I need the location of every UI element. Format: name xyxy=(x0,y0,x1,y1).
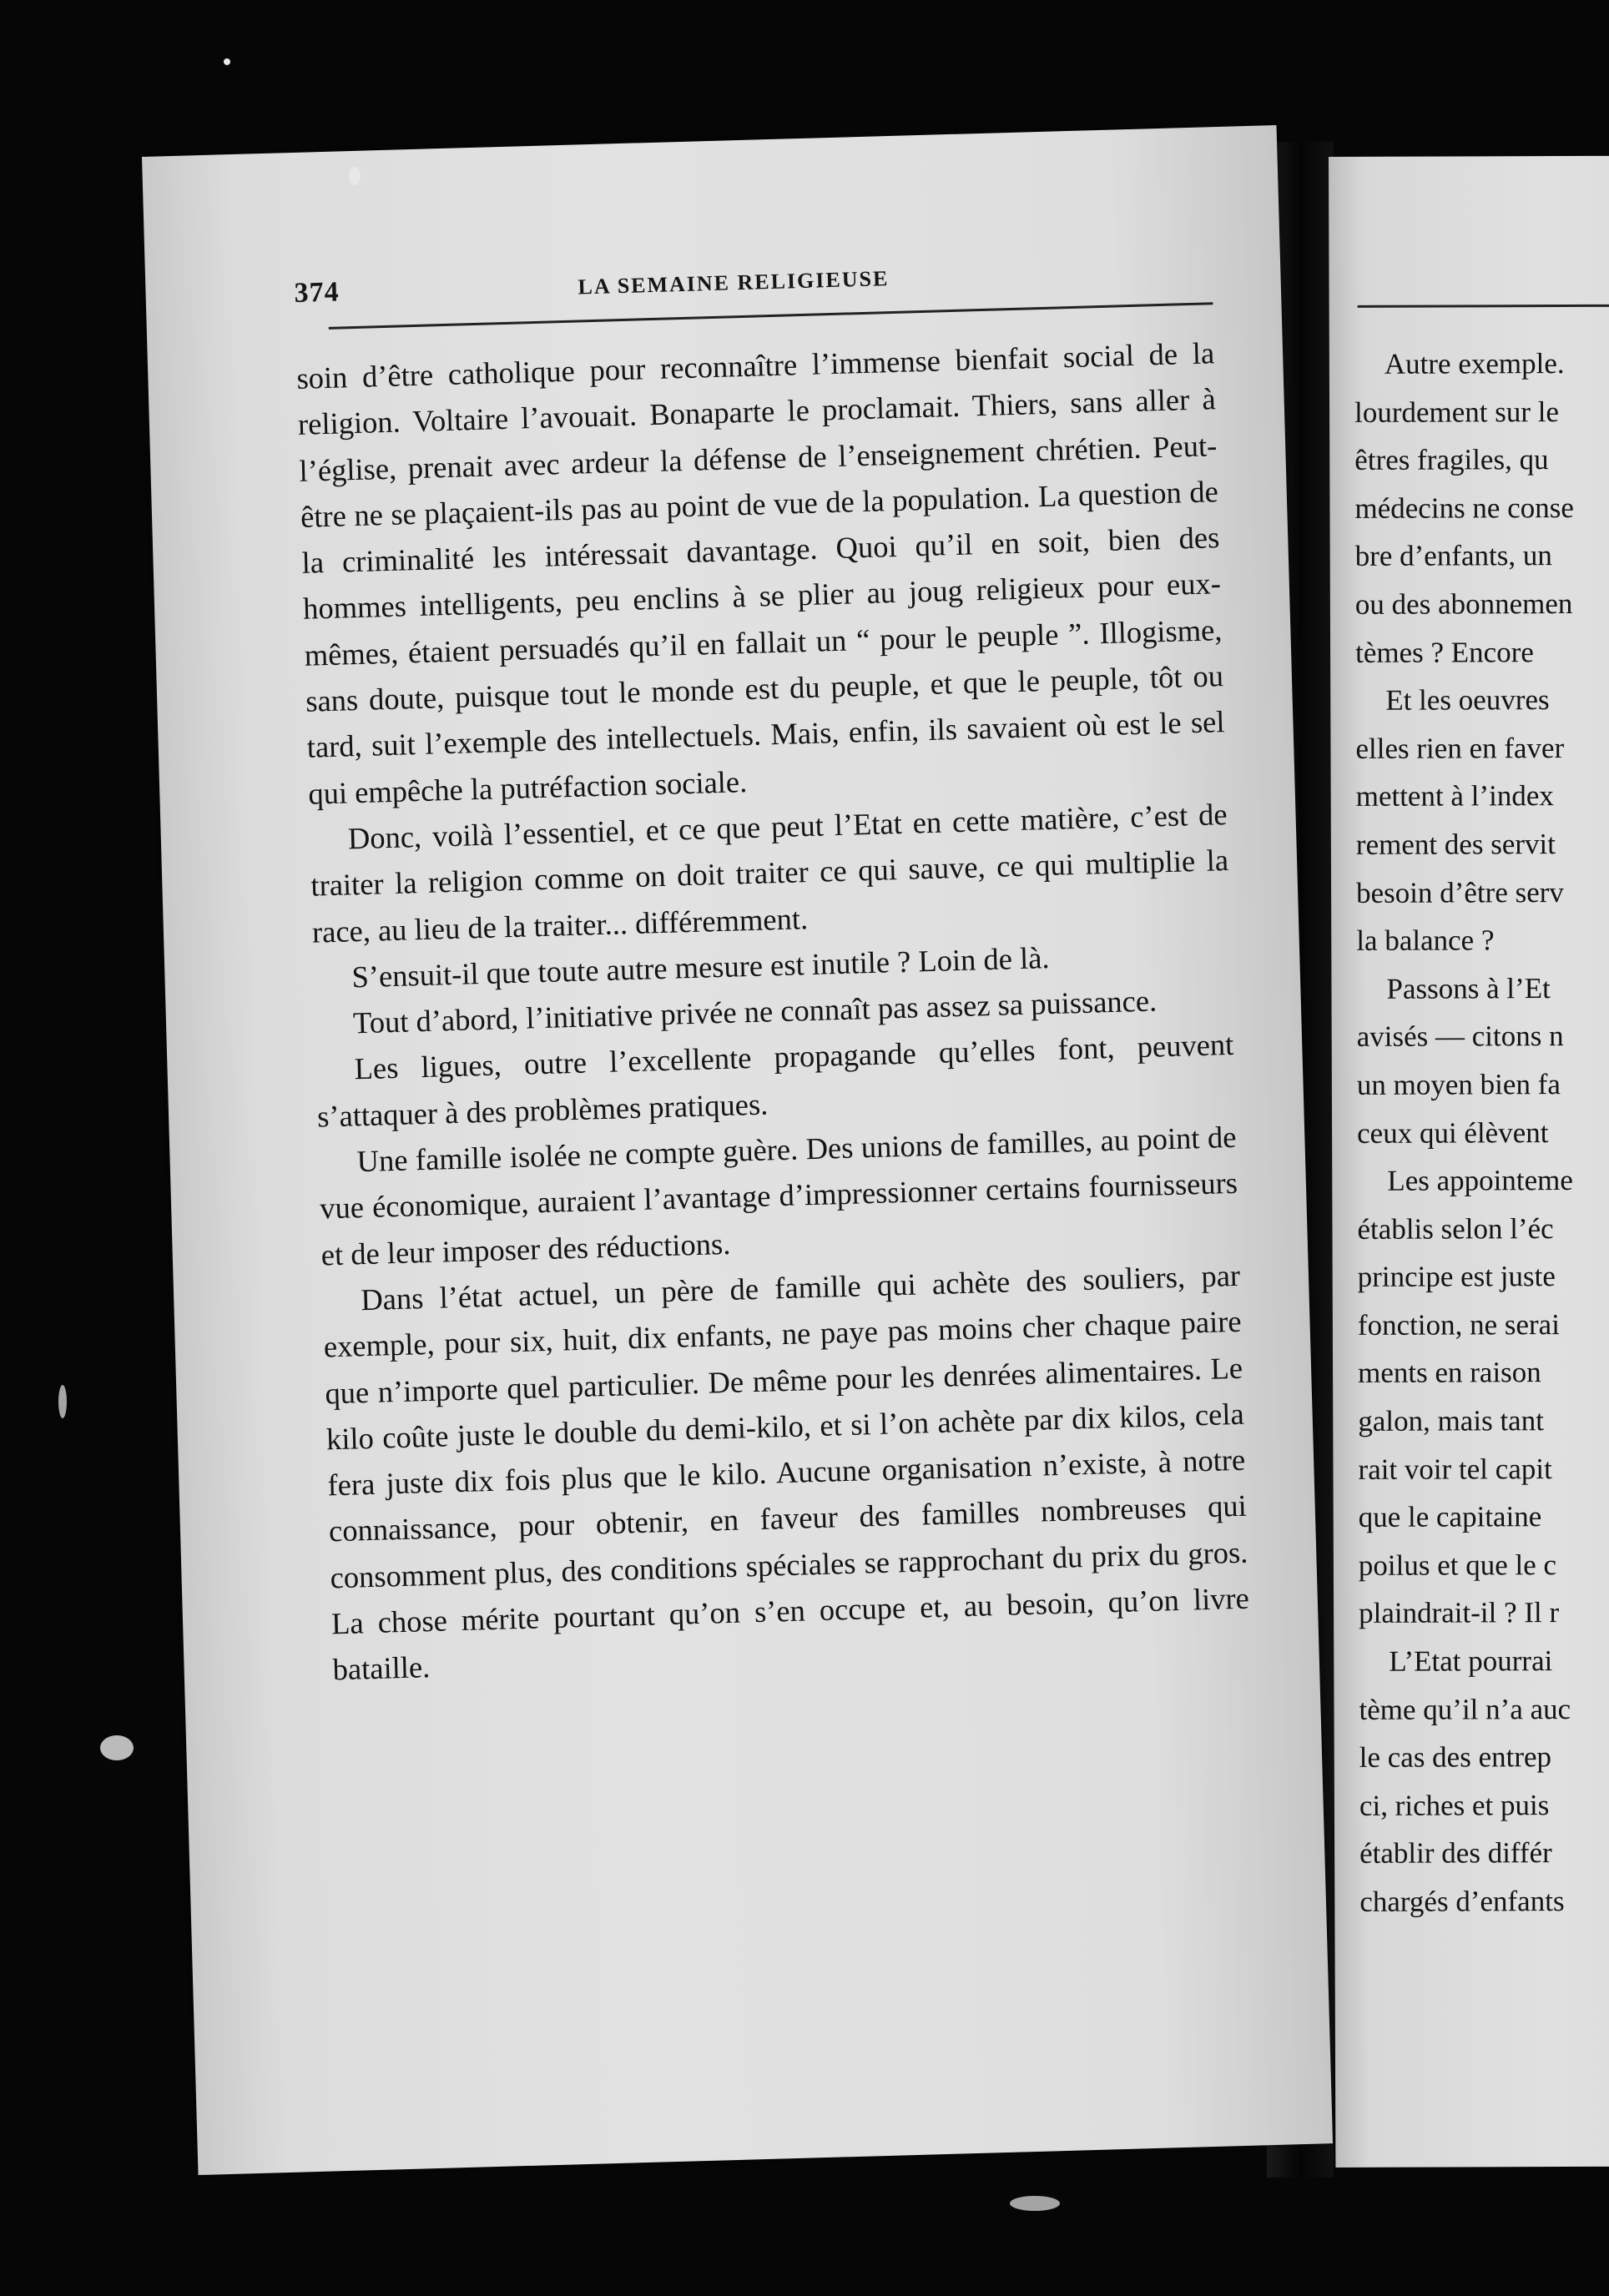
paragraph: S’ensuit-il que toute autre mesure est inutile ? Loin de là. xyxy=(351,939,1051,994)
dust-speck xyxy=(100,1735,134,1760)
dust-speck xyxy=(58,1385,67,1418)
dust-speck xyxy=(224,58,230,65)
text-line: avisés — citons n xyxy=(1356,1020,1564,1054)
text-line: elles rien en faver xyxy=(1355,731,1565,765)
text-line: que le capitaine xyxy=(1358,1500,1542,1534)
text-line: fonction, ne serai xyxy=(1357,1307,1560,1342)
text-line: besoin d’être serv xyxy=(1356,875,1564,909)
text-line: ments en raison xyxy=(1358,1356,1541,1390)
dust-speck xyxy=(349,167,361,185)
text-line: établir des différ xyxy=(1359,1836,1552,1871)
right-page-text xyxy=(1354,339,1609,1926)
left-page-content xyxy=(294,252,1251,1692)
header-rule xyxy=(1358,304,1609,307)
text-line: chargés d’enfants xyxy=(1359,1885,1565,1918)
text-line: Autre exemple. xyxy=(1384,347,1565,380)
text-line: lourdement sur le xyxy=(1354,395,1560,429)
text-line: le cas des entrep xyxy=(1359,1740,1552,1775)
text-line: principe est juste xyxy=(1357,1260,1556,1294)
text-line: rait voir tel capit xyxy=(1358,1452,1552,1486)
text-line: L’Etat pourrai xyxy=(1389,1644,1553,1678)
text-line: tème qu’il n’a auc xyxy=(1359,1692,1571,1726)
paragraph: Dans l’état actuel, un père de famille qui achète des souliers, par exemple, pour six, huit, dix enfants, ne paye pas moins cher chaque paire que n’importe quel particulier. De même pour les denrées alimentaires. Le kilo coûte juste le double du demi-kilo, et si l’on achète par dix kilos, cela fera juste dix fois plus que le kilo. Aucune organisation n’existe, à notre connaissance, pour obtenir, en faveur des familles nombreuses qui consomment plus, des conditions spéciales se rapprochant du prix du gros. La chose mérite pourtant qu’on s’en occupe et, au besoin, qu’on livre bataille. xyxy=(323,1257,1250,1687)
running-head xyxy=(294,252,1213,330)
paragraph: Une famille isolée ne compte guère. Des unions de familles, au point de vue économique, auraient l’avantage d’impressionner certains fournisseurs et de leur imposer des réductions. xyxy=(319,1119,1238,1272)
page-number: 374 xyxy=(294,276,340,309)
text-line: plaindrait-il ? Il r xyxy=(1359,1596,1560,1630)
text-line: établis selon l’éc xyxy=(1357,1211,1554,1246)
paragraph: soin d’être catholique pour reconnaître l’immense bienfait social de la religion. Voltaire l’avouait. Bonaparte le proclamait. Thiers, sans aller à l’église, prenait avec ardeur la défense de l’enseignement chrétien. Peut-être ne se plaçaient-ils pas au point de vue de la population. La question de la criminalité les intéressait davantage. Quoi qu’il en soit, bien des hommes intelligents, peu enclins à se plier au joug religieux pour eux-mêmes, étaient persuadés qu’il en fallait un “ pour le peuple ”. Illogisme, sans doute, puisque tout le monde est du peuple, et que le peuple, tôt ou tard, suit l’exemple des intellectuels. Mais, enfin, ils savaient où est le sel qui empêche la putréfaction sociale. xyxy=(295,335,1225,811)
text-line: Et les oeuvres xyxy=(1385,683,1550,717)
text-line: tèmes ? Encore xyxy=(1355,635,1534,669)
text-line: poilus et que le c xyxy=(1358,1548,1557,1582)
left-page xyxy=(142,125,1333,2175)
text-line: la balance ? xyxy=(1356,924,1495,958)
running-title: LA SEMAINE RELIGIEUSE xyxy=(578,266,890,300)
dust-speck xyxy=(1010,2196,1060,2211)
paragraph: Donc, voilà l’essentiel, et ce que peut l’Etat en cette matière, c’est de traiter la religion comme on doit traiter ce qui sauve, ce qui multiplie la race, au lieu de la traiter... différemment. xyxy=(310,796,1229,949)
text-line: êtres fragiles, qu xyxy=(1354,443,1549,477)
text-line: ou des abonnemen xyxy=(1354,587,1573,621)
text-line: un moyen bien fa xyxy=(1356,1067,1561,1101)
text-line: ci, riches et puis xyxy=(1359,1788,1550,1822)
text-line: médecins ne conse xyxy=(1354,491,1574,525)
paragraph: Tout d’abord, l’initiative privée ne connaît pas assez sa puissance. xyxy=(352,983,1158,1040)
text-line: Passons à l’Et xyxy=(1386,971,1551,1005)
right-page xyxy=(1329,156,1609,2168)
body-text xyxy=(296,330,1251,1693)
text-line: galon, mais tant xyxy=(1358,1404,1544,1438)
text-line: Les appointeme xyxy=(1387,1164,1573,1197)
text-line: rement des servit xyxy=(1355,827,1556,861)
text-line: mettent à l’index xyxy=(1355,779,1554,813)
text-line: bre d’enfants, un xyxy=(1354,539,1552,573)
paragraph: Les ligues, outre l’excellente propagande qu’elles font, peuvent s’attaquer à des problèmes pratiques. xyxy=(316,1027,1234,1134)
text-line: ceux qui élèvent xyxy=(1357,1115,1549,1150)
